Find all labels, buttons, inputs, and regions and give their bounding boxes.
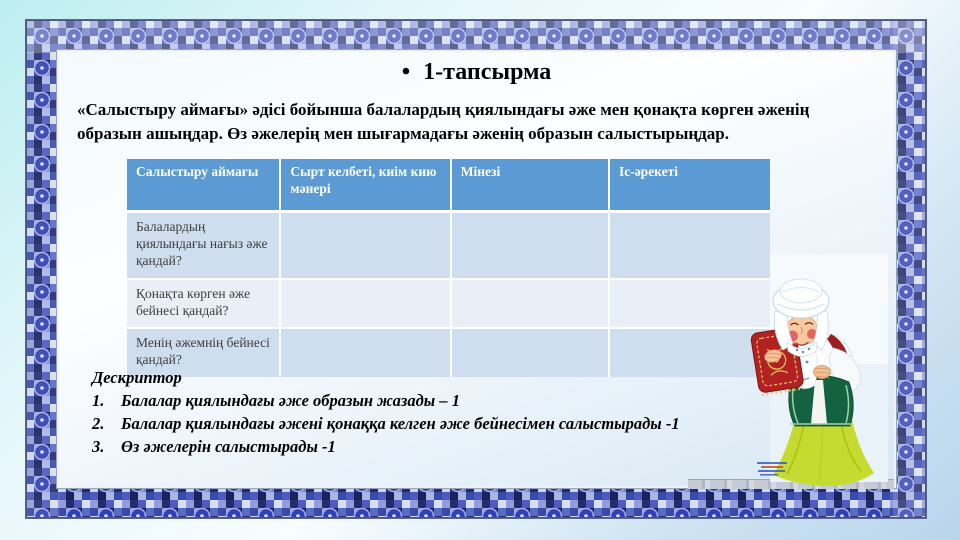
table-row: [127, 213, 770, 278]
comparison-table: [127, 159, 770, 377]
table-empty-cell: [279, 278, 449, 328]
descriptor-item: [92, 389, 792, 412]
grandmother-illustration: [745, 253, 910, 493]
item-text: Балалар қиялындағы әжені қонаққа келген әже бейнесімен салыстырады -1: [121, 414, 680, 433]
title-text: 1-тапсырма: [423, 59, 552, 85]
item-number: 1.: [92, 391, 105, 410]
descriptor-section: [92, 366, 792, 458]
item-number: 3.: [92, 437, 105, 456]
descriptor-item: [92, 412, 792, 435]
table-empty-cell: [450, 278, 608, 328]
descriptor-item: [92, 435, 792, 458]
hand-at-chest: [814, 366, 831, 379]
descriptor-heading: Дескриптор: [92, 368, 182, 387]
item-number: 2.: [92, 414, 105, 433]
table-header-row: [127, 159, 770, 213]
item-text: Балалар қиялындағы әже образын жазады – 1: [121, 391, 460, 410]
task-instructions: «Салыстыру аймағы» әдісі бойынша балалардың қиялындағы әже мен қонақта көрген әженің образын ашыңдар. Өз әжелерің мен шығармадағы әженің образын салыстырыңдар.: [77, 100, 810, 143]
title-bullet: •: [401, 59, 411, 85]
table-row: [127, 278, 770, 328]
row-label: Менің әжемнің бейнесі қандай?: [127, 327, 279, 377]
header-comparison-area: Салыстыру аймағы: [127, 159, 279, 213]
page-title: [59, 59, 894, 86]
row-label: Қонақта көрген әже бейнесі қандай?: [127, 278, 279, 328]
table-empty-cell: [279, 213, 449, 278]
table-empty-cell: [450, 213, 608, 278]
grandmother-drawing: [745, 253, 910, 493]
header-character: Мінезі: [450, 159, 608, 213]
header-appearance: Сырт келбеті, киім кию мәнері: [279, 159, 449, 213]
header-actions: Іс-әрекеті: [608, 159, 770, 213]
row-label: Балалардың қиялындағы нағыз әже қандай?: [127, 213, 279, 278]
item-text: Өз әжелерін салыстырады -1: [121, 437, 336, 456]
